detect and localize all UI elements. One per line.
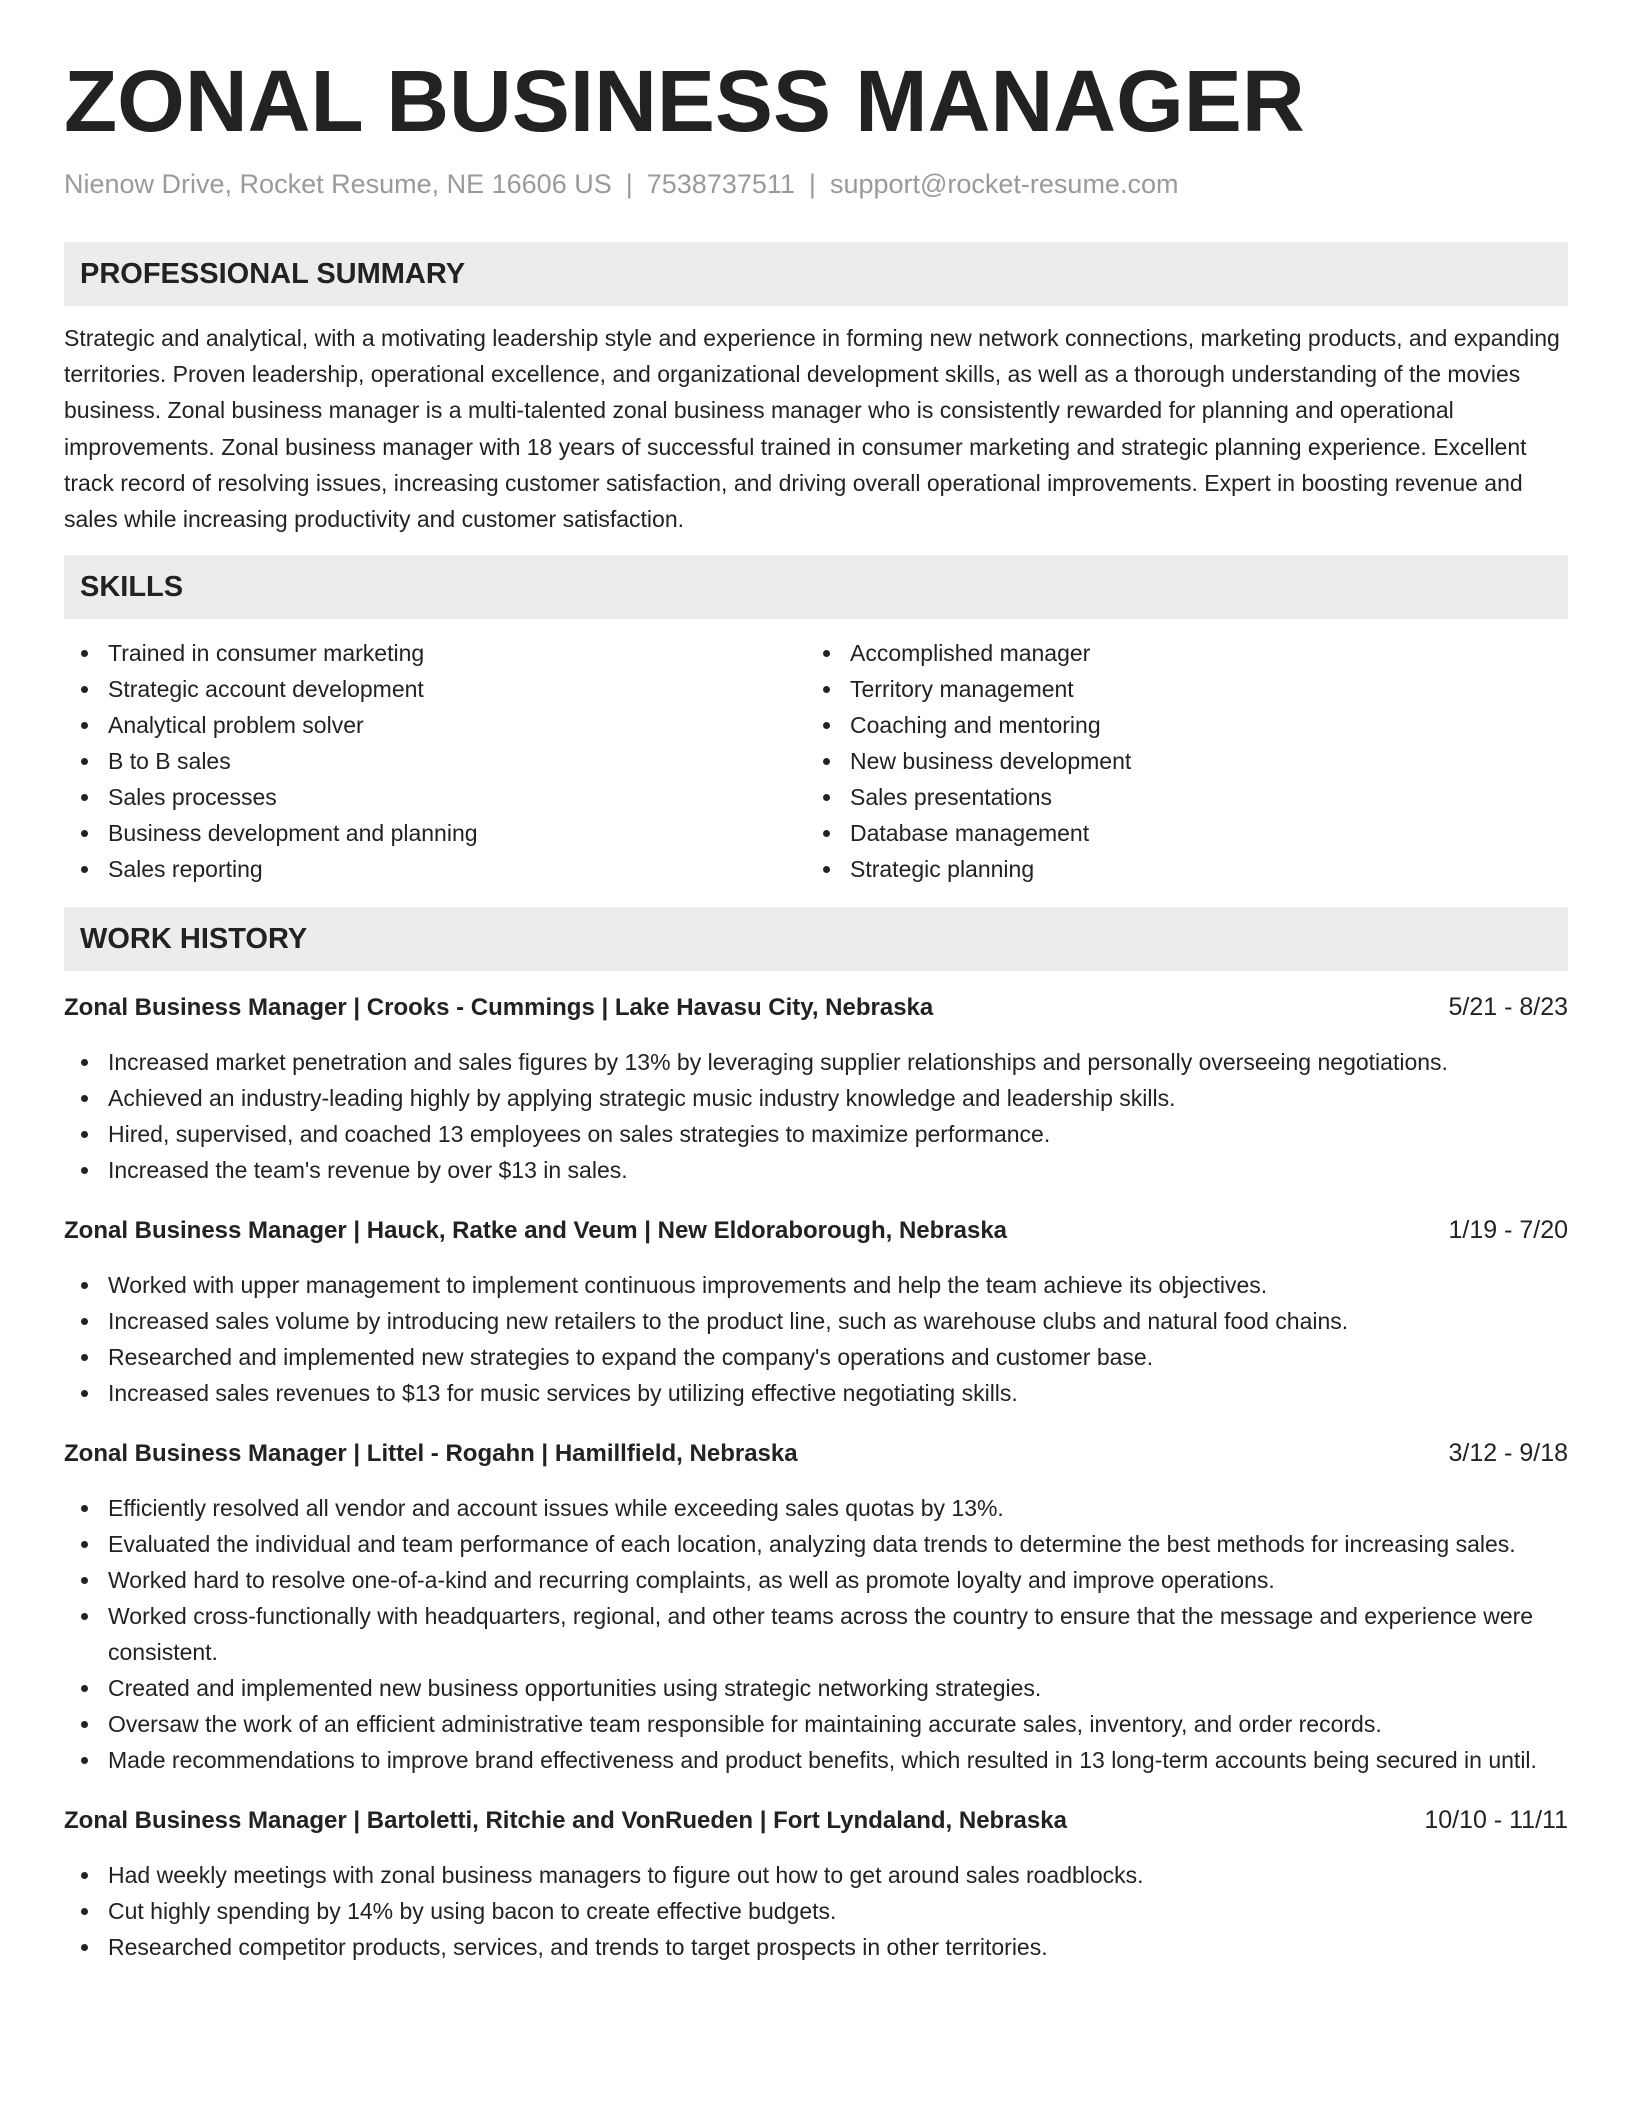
job-bullet: Created and implemented new business opportunities using strategic networking strategies. (64, 1670, 1568, 1706)
job-entry (64, 1802, 1568, 1965)
skill-item: Database management (806, 815, 1548, 851)
job-header (64, 1435, 1568, 1472)
job-header (64, 1802, 1568, 1839)
skills-list-left (64, 635, 806, 887)
resume-name: ZONAL BUSINESS MANAGER (64, 53, 1305, 150)
job-header (64, 989, 1568, 1026)
job-bullets (64, 1490, 1568, 1778)
skill-item: Business development and planning (64, 815, 806, 851)
job-entry (64, 1435, 1568, 1778)
job-bullet: Increased the team's revenue by over $13 in sales. (64, 1152, 1568, 1188)
job-title: Zonal Business Manager | Hauck, Ratke and Veum | New Eldoraborough, Nebraska (64, 1217, 1008, 1245)
job-bullet: Oversaw the work of an efficient administrative team responsible for maintaining accurate sales, inventory, and order records. (64, 1706, 1568, 1742)
job-bullets (64, 1857, 1568, 1965)
job-bullet: Researched competitor products, services, and trends to target prospects in other territories. (64, 1929, 1568, 1965)
job-title: Zonal Business Manager | Crooks - Cummings | Lake Havasu City, Nebraska (64, 994, 934, 1022)
job-bullet: Cut highly spending by 14% by using bacon to create effective budgets. (64, 1893, 1568, 1929)
job-header (64, 1212, 1568, 1249)
skills-columns (64, 635, 1568, 887)
skill-item: Territory management (806, 671, 1548, 707)
summary-text: Strategic and analytical, with a motivating leadership style and experience in forming new network connections, marketing products, and expanding territories. Proven leadership, operational excellence, and organizational development skills, as well as a thorough understanding of the movies business. Zonal business manager is a multi-talented zonal business manager who is consistently rewarded for planning and operational improvements. Zonal business manager with 18 years of successful trained in consumer marketing and strategic planning experience. Excellent track record of resolving issues, increasing customer satisfaction, and driving overall operational improvements. Expert in boosting revenue and sales while increasing productivity and customer satisfaction. (64, 325, 1560, 533)
job-bullets (64, 1044, 1568, 1188)
job-bullet: Worked hard to resolve one-of-a-kind and recurring complaints, as well as promote loyalty and improve operations. (64, 1562, 1568, 1598)
skill-item: New business development (806, 743, 1548, 779)
skills-list-right (806, 635, 1548, 887)
job-bullet: Made recommendations to improve brand effectiveness and product benefits, which resulted in 13 long-term accounts being secured in until. (64, 1742, 1568, 1778)
skill-item: Analytical problem solver (64, 707, 806, 743)
job-entry (64, 1212, 1568, 1411)
contact-separator: | (808, 169, 816, 199)
job-bullet: Had weekly meetings with zonal business managers to figure out how to get around sales roadblocks. (64, 1857, 1568, 1893)
contact-address: Nienow Drive, Rocket Resume, NE 16606 US (64, 169, 612, 199)
skill-item: Sales reporting (64, 851, 806, 887)
skill-item: Sales processes (64, 779, 806, 815)
contact-email: support@rocket-resume.com (829, 169, 1179, 199)
job-dates: 1/19 - 7/20 (1448, 1216, 1568, 1245)
section-heading-skills: SKILLS (64, 555, 1568, 619)
job-entry (64, 989, 1568, 1188)
job-bullet: Worked cross-functionally with headquarters, regional, and other teams across the country to ensure that the message and experience were consistent. (64, 1598, 1568, 1670)
job-bullet: Hired, supervised, and coached 13 employees on sales strategies to maximize performance. (64, 1116, 1568, 1152)
contact-phone: 7538737511 (646, 169, 795, 199)
skill-item: Accomplished manager (806, 635, 1548, 671)
job-bullet: Achieved an industry-leading highly by applying strategic music industry knowledge and leadership skills. (64, 1080, 1568, 1116)
section-heading-work-history: WORK HISTORY (64, 907, 1568, 971)
job-dates: 5/21 - 8/23 (1448, 993, 1568, 1022)
job-dates: 3/12 - 9/18 (1448, 1439, 1568, 1468)
job-dates: 10/10 - 11/11 (1424, 1806, 1568, 1835)
job-bullet: Increased market penetration and sales figures by 13% by leveraging supplier relationships and personally overseeing negotiations. (64, 1044, 1568, 1080)
resume-page (64, 52, 1568, 1965)
job-bullet: Efficiently resolved all vendor and account issues while exceeding sales quotas by 13%. (64, 1490, 1568, 1526)
job-bullet: Increased sales volume by introducing new retailers to the product line, such as warehouse clubs and natural food chains. (64, 1303, 1568, 1339)
job-bullets (64, 1267, 1568, 1411)
job-title: Zonal Business Manager | Bartoletti, Ritchie and VonRueden | Fort Lyndaland, Nebraska (64, 1807, 1067, 1835)
job-bullet: Increased sales revenues to $13 for music services by utilizing effective negotiating skills. (64, 1375, 1568, 1411)
skill-item: Trained in consumer marketing (64, 635, 806, 671)
job-bullet: Worked with upper management to implement continuous improvements and help the team achieve its objectives. (64, 1267, 1568, 1303)
skill-item: B to B sales (64, 743, 806, 779)
job-bullet: Researched and implemented new strategies to expand the company's operations and customer base. (64, 1339, 1568, 1375)
job-bullet: Evaluated the individual and team performance of each location, analyzing data trends to determine the best methods for increasing sales. (64, 1526, 1568, 1562)
contact-line (64, 166, 1568, 202)
skill-item: Strategic planning (806, 851, 1548, 887)
section-heading-summary: PROFESSIONAL SUMMARY (64, 242, 1568, 306)
skill-item: Sales presentations (806, 779, 1548, 815)
skill-item: Coaching and mentoring (806, 707, 1548, 743)
skill-item: Strategic account development (64, 671, 806, 707)
job-title: Zonal Business Manager | Littel - Rogahn | Hamillfield, Nebraska (64, 1440, 798, 1468)
contact-separator: | (625, 169, 633, 199)
